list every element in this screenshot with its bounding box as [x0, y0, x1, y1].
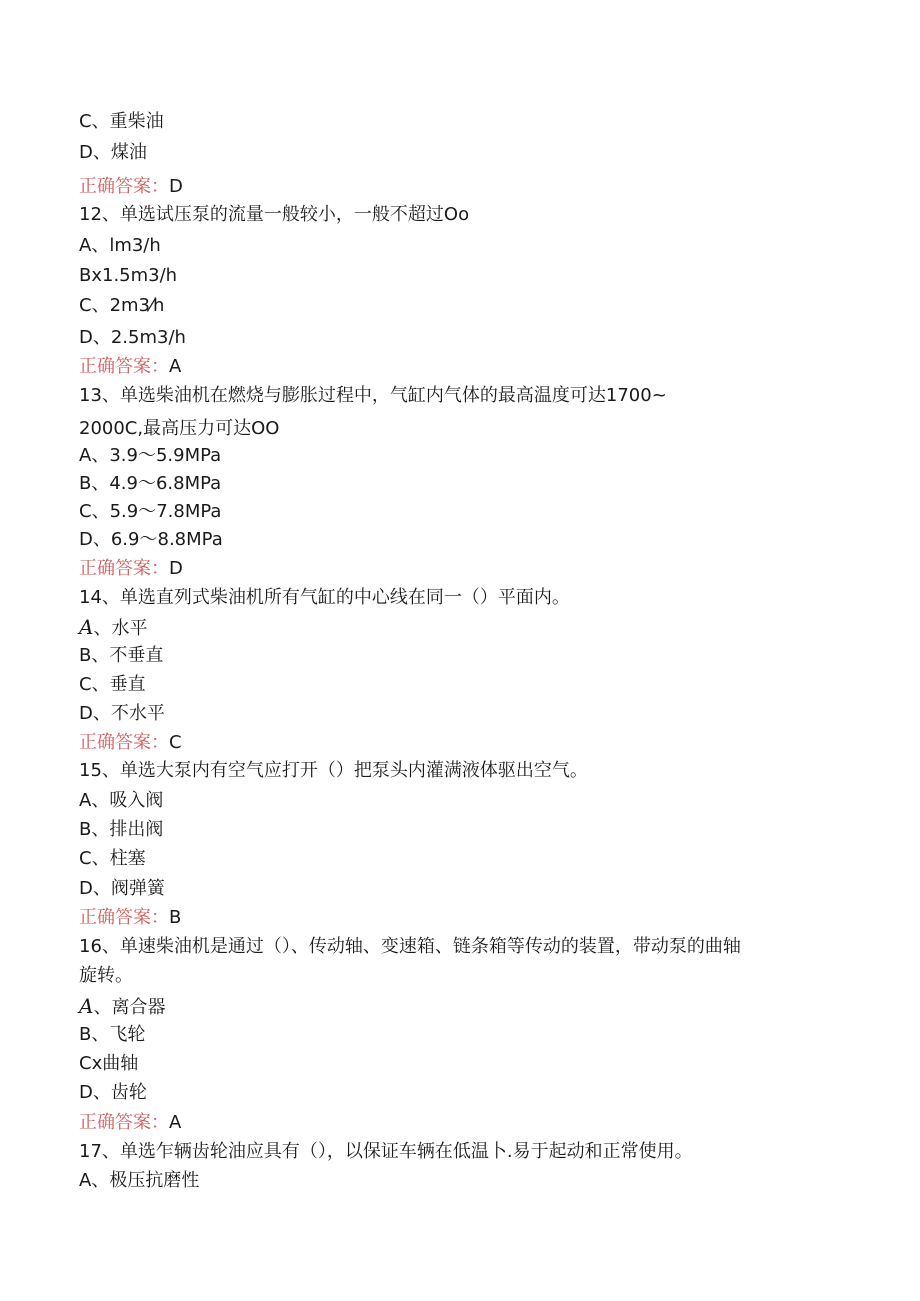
option-b: B、飞轮 [79, 1024, 146, 1045]
answer-label: 正确答案： [79, 558, 169, 579]
question-stem: 12、单选试压泵的流量一般较小，一般不超过Oo [79, 204, 470, 225]
answer-label: 正确答案： [79, 1112, 169, 1133]
option-b: B、排出阀 [79, 819, 164, 840]
option-a-text: 、离合器 [93, 997, 166, 1018]
answer-line [79, 907, 181, 929]
answer-value: D [169, 176, 183, 197]
option-b: B、4.9～6.8MPa [79, 473, 222, 494]
option-a [79, 616, 147, 640]
option-a: A、lm3/h [79, 235, 161, 256]
option-d: D、煤油 [79, 142, 147, 163]
option-a: A、3.9～5.9MPa [79, 445, 222, 466]
answer-label: 正确答案： [79, 356, 169, 377]
answer-line [79, 176, 183, 198]
option-c: C、垂直 [79, 674, 146, 695]
option-a: A、吸入阀 [79, 790, 164, 811]
option-d: D、6.9～8.8MPa [79, 529, 223, 550]
option-a-letter: A [79, 615, 94, 639]
question-stem-line2: 2000C,最高压力可达OO [79, 418, 280, 439]
option-a [79, 995, 165, 1019]
option-c: C、5.9～7.8MPa [79, 501, 222, 522]
answer-value: D [169, 558, 183, 579]
option-a: A、极压抗磨性 [79, 1170, 200, 1191]
answer-value: A [169, 1112, 182, 1133]
answer-value: C [169, 732, 182, 753]
option-c: C、柱塞 [79, 848, 146, 869]
option-b: B、不垂直 [79, 645, 164, 666]
option-a-letter: A [79, 994, 94, 1018]
answer-line [79, 1112, 181, 1134]
option-c: C、2m3⁄h [79, 295, 165, 316]
question-stem: 17、单选乍辆齿轮油应具有（），以保证车辆在低温卜.易于起动和正常使用。 [79, 1141, 693, 1162]
answer-label: 正确答案： [79, 907, 169, 928]
answer-value: B [169, 907, 182, 928]
answer-label: 正确答案： [79, 732, 169, 753]
option-c: C、重柴油 [79, 111, 164, 132]
option-a-text: 、水平 [93, 618, 148, 639]
option-c: Cx曲轴 [79, 1053, 139, 1074]
answer-label: 正确答案： [79, 176, 169, 197]
question-stem-line1: 13、单选柴油机在燃烧与膨胀过程中，气缸内气体的最高温度可达1700~ [79, 385, 667, 406]
question-stem: 15、单选大泵内有空气应打开（）把泵头内灌满液体驱出空气。 [79, 760, 588, 781]
option-d: D、不水平 [79, 703, 165, 724]
option-d: D、阀弹簧 [79, 878, 165, 899]
answer-line [79, 558, 183, 580]
answer-value: A [169, 356, 182, 377]
question-stem-line2: 旋转。 [79, 965, 133, 986]
question-stem: 14、单选直列式柴油机所有气缸的中心线在同一（）平面内。 [79, 587, 570, 608]
option-d: D、齿轮 [79, 1082, 147, 1103]
answer-line [79, 732, 182, 754]
answer-line [79, 356, 181, 378]
option-d: D、2.5m3/h [79, 327, 186, 348]
question-stem-line1: 16、单速柴油机是通过（）、传动轴、变速箱、链条箱等传动的装置，带动泵的曲轴 [79, 936, 741, 957]
option-b: Bx1.5m3/h [79, 265, 178, 286]
